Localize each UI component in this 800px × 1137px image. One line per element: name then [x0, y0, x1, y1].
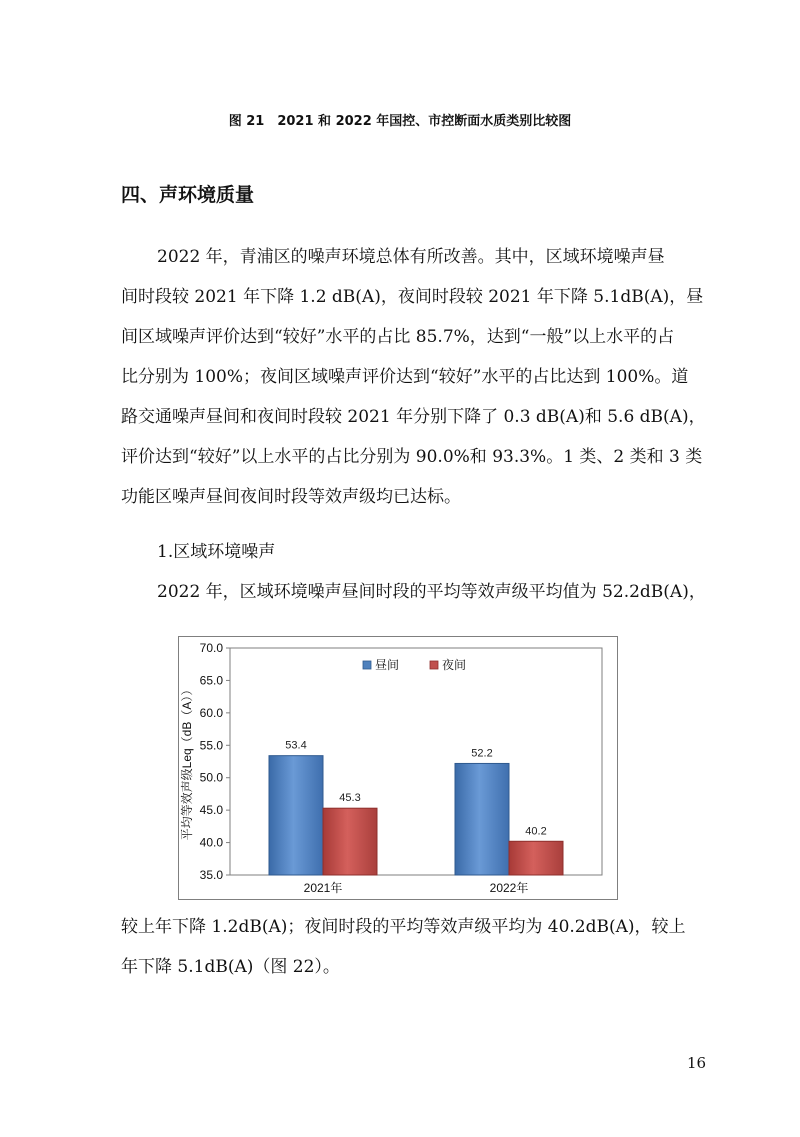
bar-day — [455, 763, 509, 875]
y-tick-label: 35.0 — [199, 868, 223, 882]
y-tick-label: 65.0 — [199, 673, 223, 688]
legend-swatch — [363, 661, 371, 669]
paragraph-line: 比分别为 100%；夜间区域噪声评价达到“较好”水平的占比达到 100%。道 — [121, 367, 689, 387]
y-tick-label: 55.0 — [199, 738, 223, 753]
paragraph-line: 2022 年，青浦区的噪声环境总体有所改善。其中，区域环境噪声昼 — [157, 247, 665, 267]
page-number: 16 — [687, 1054, 707, 1072]
paragraph-line: 间区域噪声评价达到“较好”水平的占比 85.7%，达到“一般”以上水平的占 — [121, 327, 675, 347]
chart-svg — [178, 636, 618, 900]
legend-label: 昼间 — [375, 658, 400, 672]
body-paragraph — [121, 907, 717, 987]
body-paragraph — [121, 237, 717, 517]
paragraph-line: 2022 年，区域环境噪声昼间时段的平均等效声级平均值为 52.2dB(A)， — [157, 582, 706, 602]
paragraph-line: 评价达到“较好”以上水平的占比分别为 90.0%和 93.3%。1 类、2 类和 3 类 — [121, 447, 703, 467]
paragraph-line: 功能区噪声昼间夜间时段等效声级均已达标。 — [121, 487, 461, 507]
section-heading: 四、声环境质量 — [121, 184, 255, 206]
body-paragraph — [121, 572, 717, 612]
paragraph-line: 较上年下降 1.2dB(A)；夜间时段的平均等效声级平均为 40.2dB(A)，较上 — [121, 917, 686, 937]
paragraph-line: 路交通噪声昼间和夜间时段较 2021 年分别下降了 0.3 dB(A)和 5.6 dB(A)， — [121, 407, 706, 427]
bar-day — [269, 756, 323, 875]
y-tick-label: 60.0 — [199, 705, 223, 720]
y-tick-label: 45.0 — [199, 803, 223, 818]
bar-night — [323, 808, 377, 875]
figure-caption: 图 21 2021 和 2022 年国控、市控断面水质类别比较图 — [228, 114, 572, 129]
x-tick-label: 2021年 — [303, 881, 343, 895]
y-tick-label: 70.0 — [199, 641, 223, 655]
noise-bar-chart — [178, 636, 618, 900]
y-tick-label: 50.0 — [199, 770, 223, 785]
bar-night — [509, 841, 563, 875]
x-tick-label: 2022年 — [489, 881, 529, 895]
subsection-heading: 1.区域环境噪声 — [157, 542, 276, 562]
bar-value-label: 40.2 — [525, 825, 547, 838]
bar-value-label: 52.2 — [471, 747, 493, 760]
y-axis-title: 平均等效声级Leq（dB（A）） — [180, 683, 194, 841]
bar-value-label: 45.3 — [339, 792, 361, 805]
paragraph-line: 年下降 5.1dB(A)（图 22）。 — [121, 957, 340, 977]
bar-value-label: 53.4 — [285, 739, 307, 752]
legend-swatch — [430, 661, 438, 669]
paragraph-line: 间时段较 2021 年下降 1.2 dB(A)，夜间时段较 2021 年下降 5.1dB(A)，昼 — [121, 287, 704, 307]
legend-label: 夜间 — [442, 658, 467, 672]
y-tick-label: 40.0 — [199, 835, 223, 850]
